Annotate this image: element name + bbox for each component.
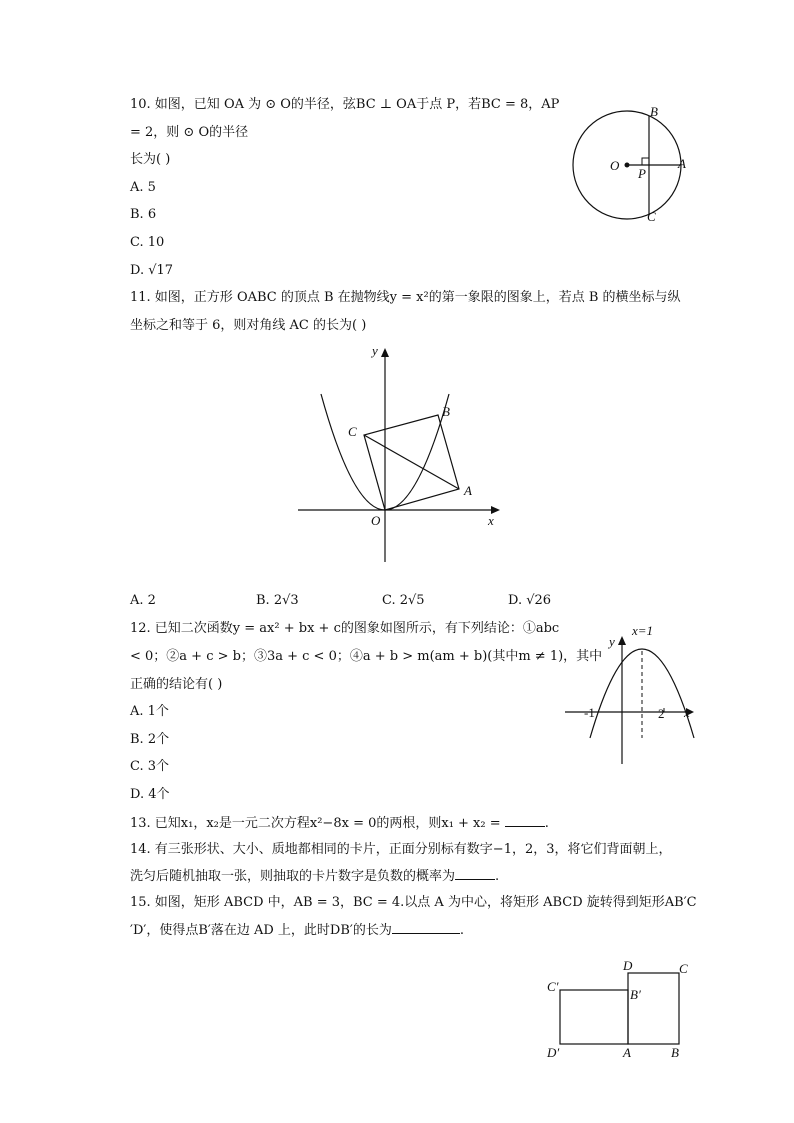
q11-option-c: C. 2√5 (382, 593, 425, 608)
label-neg1: -1 (584, 705, 595, 720)
label-x: x (684, 705, 690, 720)
label-a: A (678, 156, 686, 171)
label-a: A (464, 483, 472, 498)
q13-end: . (544, 816, 549, 831)
q11-option-a: A. 2 (130, 593, 156, 608)
label-c: C (647, 209, 656, 224)
center-dot (625, 163, 630, 168)
q11-parabola-figure (290, 340, 510, 570)
q10-option-b: B. 6 (130, 207, 157, 222)
q13-stem (130, 814, 549, 833)
label-b: B (442, 404, 450, 419)
label-c: C (679, 961, 688, 976)
label-2: 2 (658, 706, 665, 721)
q12-option-d: D. 4个 (130, 787, 170, 802)
label-o: O (610, 158, 620, 173)
q10-option-a: A. 5 (130, 180, 156, 195)
label-c: C (348, 424, 357, 439)
label-c-prime: C′ (547, 979, 559, 994)
q15-stem-line1: 15. 如图，矩形 ABCD 中，AB = 3，BC = 4.以点 A 为中心，将矩形 ABCD 旋转得到矩形AB′C (130, 895, 697, 910)
q10-option-c: C. 10 (130, 235, 165, 250)
label-d-prime: D′ (547, 1045, 560, 1060)
label-b: B (671, 1045, 679, 1060)
q12-option-a: A. 1个 (130, 704, 169, 719)
diagonal-ac (364, 435, 459, 489)
q12-stem-line2: < 0；②a + c > b；③3a + c < 0；④a + b > m(am + b)(其中m ≠ 1)，其中 (130, 649, 603, 664)
label-y: y (609, 634, 615, 649)
q12-quadratic-figure (560, 620, 700, 770)
label-o: O (371, 513, 381, 528)
q15-text: ′D′，使得点B′落在边 AD 上，此时DB′的长为 (130, 923, 392, 938)
label-d: D (623, 958, 633, 973)
q15-stem-line2 (130, 921, 464, 940)
label-b-prime: B′ (630, 987, 641, 1002)
right-angle-mark (642, 158, 649, 165)
q14-end: . (495, 869, 500, 884)
q15-answer-blank[interactable] (392, 921, 460, 934)
q12-stem-line1: 12. 已知二次函数y = ax² + bx + c的图象如图所示，有下列结论：①abc (130, 621, 560, 636)
q14-text: 洗匀后随机抽取一张，则抽取的卡片数字是负数的概率为 (130, 869, 456, 884)
label-p: P (638, 166, 646, 181)
q15-end: . (459, 923, 464, 938)
rectangle-ab1c1d1 (560, 990, 628, 1044)
q11-stem-line1: 11. 如图，正方形 OABC 的顶点 B 在抛物线y = x²的第一象限的图象上，若点 B 的横坐标与纵 (130, 290, 681, 305)
q11-stem-line2: 坐标之和等于 6，则对角线 AC 的长为( ) (130, 318, 367, 333)
rectangle-abcd (628, 973, 679, 1044)
label-a: A (623, 1045, 631, 1060)
q15-rectangle-figure (540, 955, 700, 1065)
label-x: x (488, 513, 494, 528)
q12-stem-line3: 正确的结论有( ) (130, 677, 223, 692)
q11-option-b: B. 2√3 (256, 593, 299, 608)
q14-answer-blank[interactable] (455, 867, 495, 880)
y-axis-arrow (381, 348, 389, 357)
q10-circle-figure (560, 98, 700, 228)
q12-option-c: C. 3个 (130, 759, 170, 774)
label-b: B (650, 104, 658, 119)
q13-text: 13. 已知x₁，x₂是一元二次方程x²−8x = 0的两根，则x₁ + x₂ = (130, 816, 501, 831)
q10-stem-line2: = 2，则 ⊙ O的半径 (130, 125, 249, 140)
q10-option-d: D. √17 (130, 263, 174, 278)
label-y: y (372, 343, 378, 358)
q14-stem-line1: 14. 有三张形状、大小、质地都相同的卡片，正面分别标有数字−1，2，3，将它们背面朝上， (130, 842, 672, 857)
q14-stem-line2 (130, 867, 499, 886)
q11-option-d: D. √26 (508, 593, 552, 608)
q10-stem-line1: 10. 如图，已知 OA 为 ⊙ O的半径，弦BC ⊥ OA于点 P，若BC = 8，AP (130, 97, 560, 112)
label-axis-of-symmetry: x=1 (632, 623, 654, 638)
q12-option-b: B. 2个 (130, 732, 170, 747)
q10-stem-line3: 长为( ) (130, 152, 171, 167)
y-axis-arrow (618, 636, 626, 645)
q13-answer-blank[interactable] (505, 814, 545, 827)
